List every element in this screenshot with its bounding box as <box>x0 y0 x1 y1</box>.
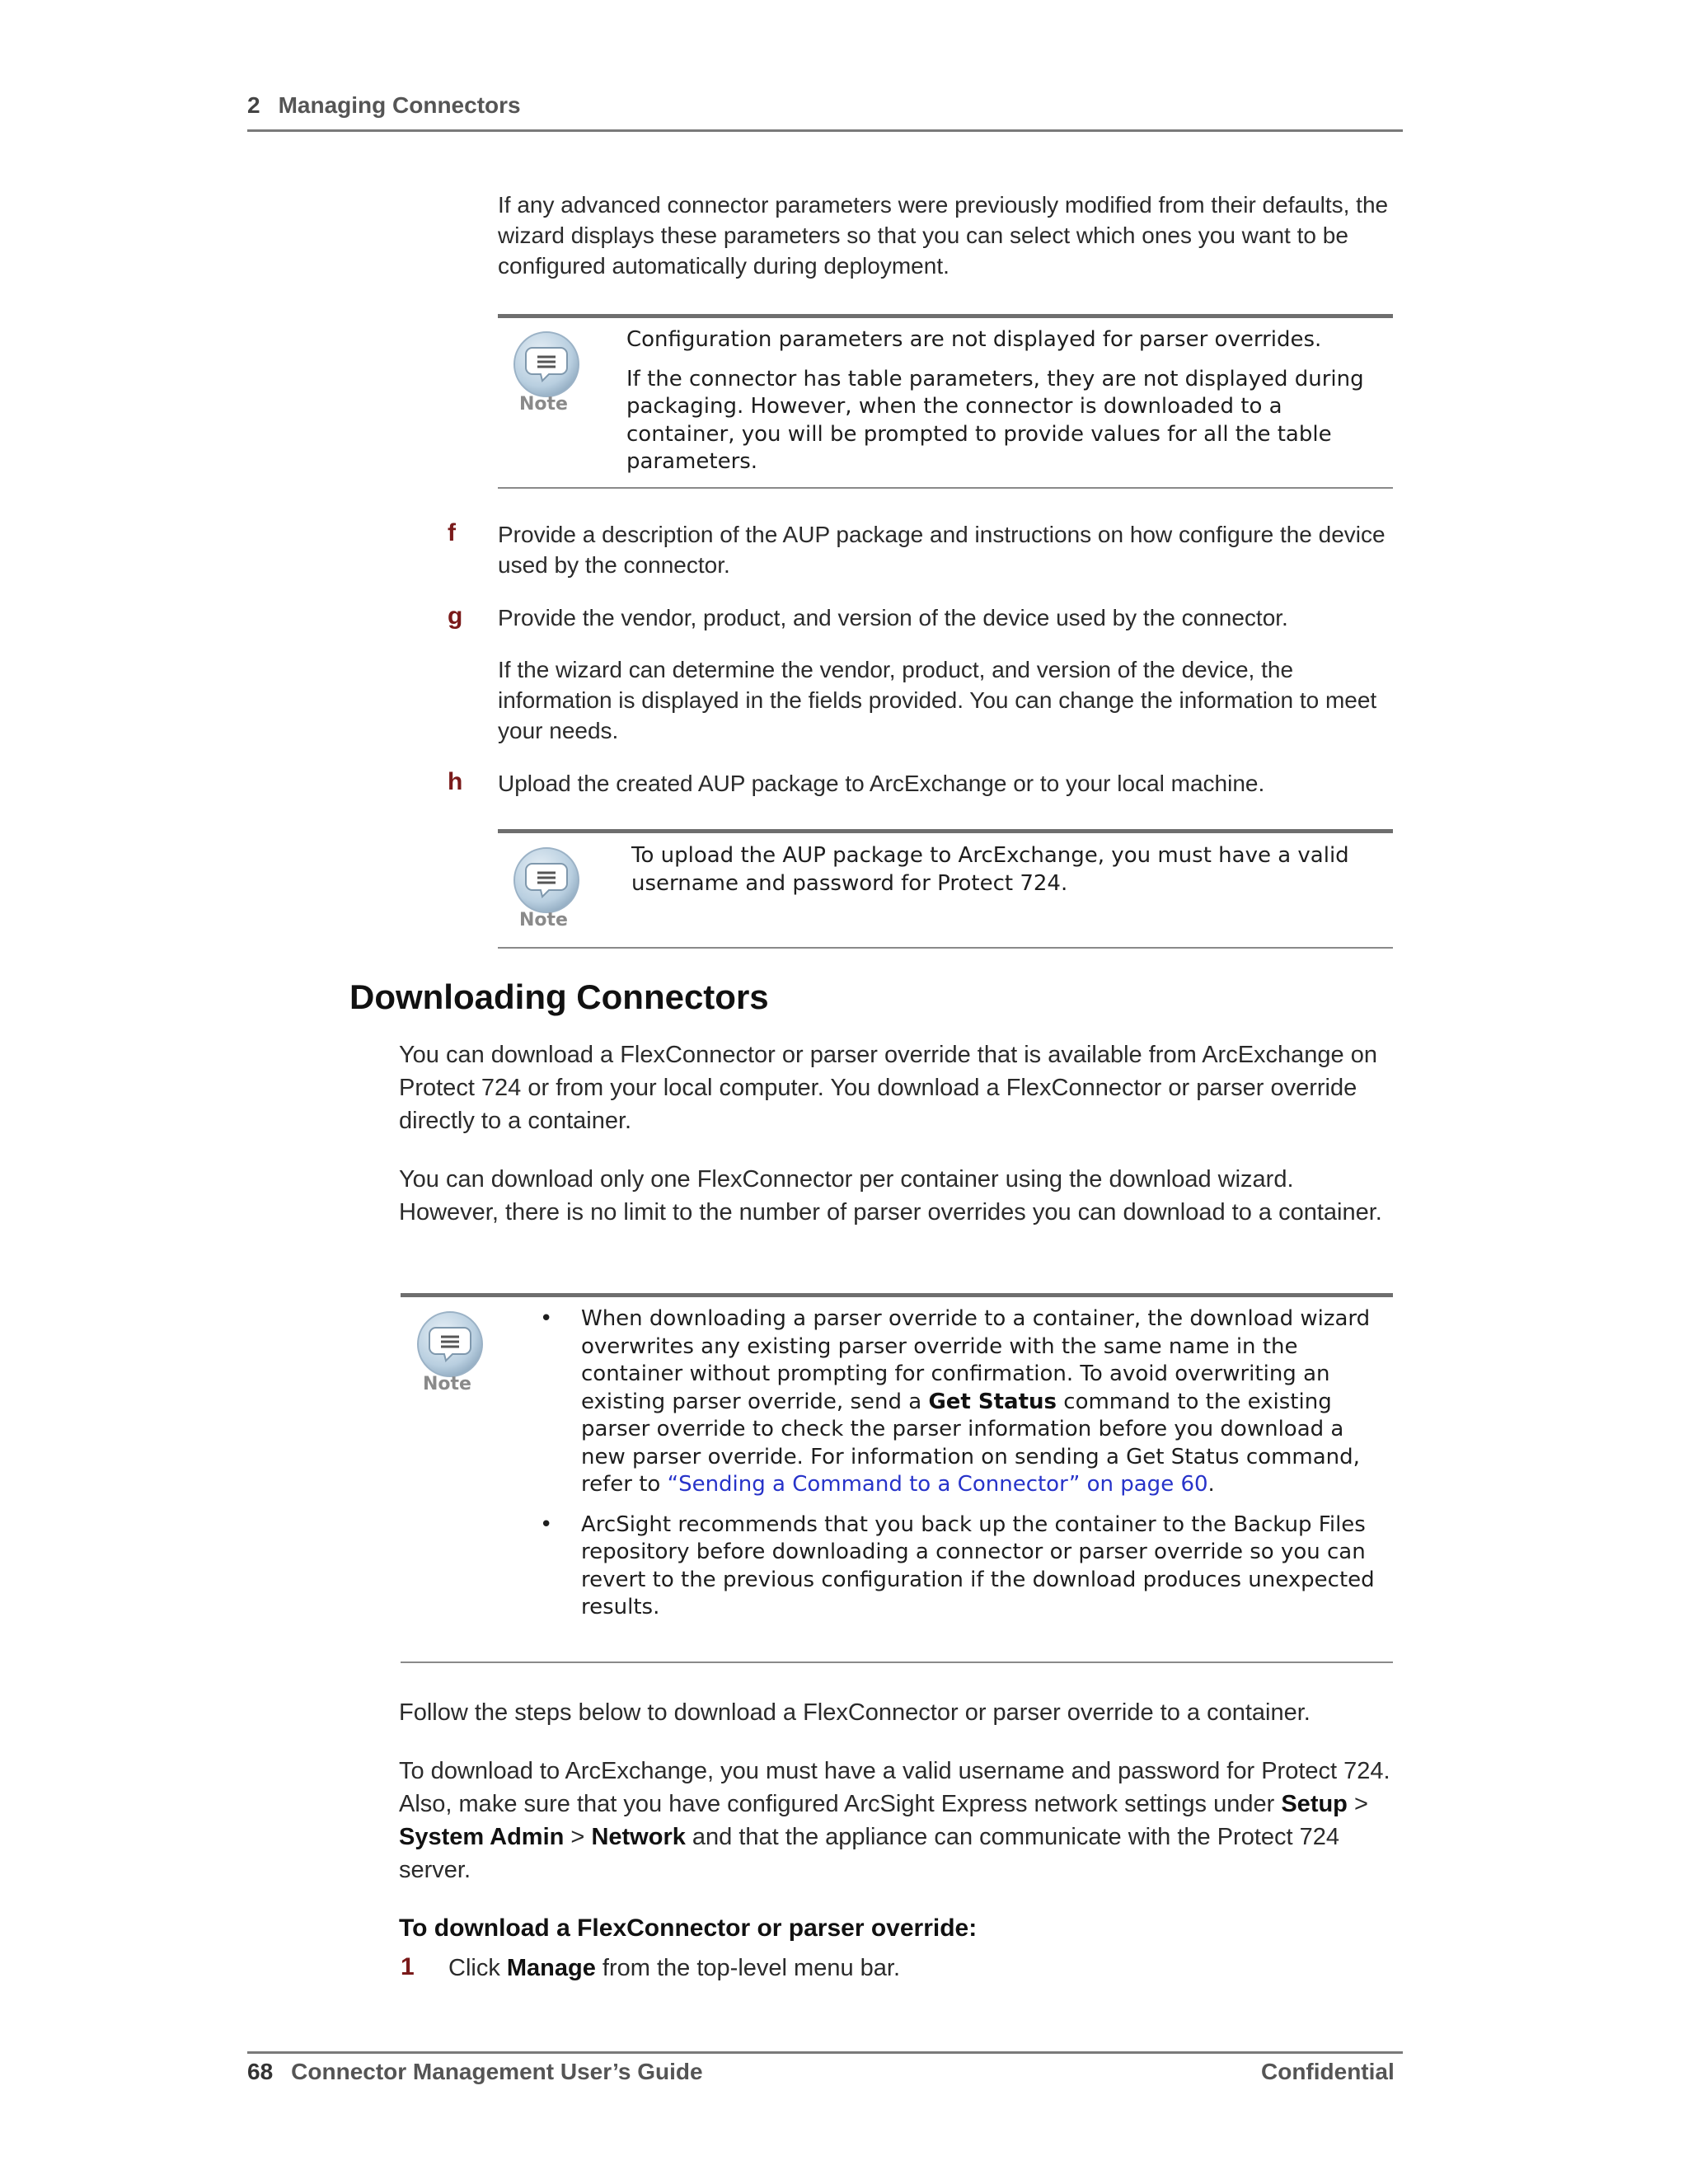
get-status-command: Get Status <box>928 1389 1057 1414</box>
step-h-text: Upload the created AUP package to ArcExchange or to your local machine. <box>498 771 1265 796</box>
note-label: Note <box>519 910 568 930</box>
step-g-text: Provide the vendor, product, and version of the device used by the connector. <box>498 605 1288 630</box>
note3-top-rule <box>401 1293 1393 1297</box>
menu-path-setup: Setup <box>1281 1791 1348 1817</box>
note1-bottom-rule <box>498 487 1393 489</box>
manage-menu-label: Manage <box>506 1955 596 1981</box>
note3-bullet-1: • When downloading a parser override to a container, the download wizard overwrites any existing parser override with the same name in the container without prompting for confirmation. To avoid overwriting an existing parser override, send a Get Status command to the existing parser override to check the parser information before you download a new parser override. For information on sending a Get Status command, refer to “Sending a Command to a Connector” on page 60. <box>540 1306 1371 1497</box>
section-paragraph-2: You can download only one FlexConnector per container using the download wizard. However, there is no limit to the number of parser overrides you can download to a container. <box>399 1166 1382 1226</box>
header-rule <box>247 129 1403 132</box>
step-letter-g: g <box>448 602 463 630</box>
step-g-detail: If the wizard can determine the vendor, product, and version of the device, the information is displayed in the fields provided. You can change the information to meet your needs. <box>498 657 1377 743</box>
footer-rule <box>247 2051 1403 2054</box>
bullet-marker: • <box>540 1511 553 1537</box>
page-number: 68 <box>247 2059 274 2084</box>
note3-bottom-rule <box>401 1661 1393 1663</box>
follow-paragraph: Follow the steps below to download a FlexConnector or parser override to a container. <box>399 1699 1311 1726</box>
running-header <box>247 92 521 119</box>
step-letter-h: h <box>448 768 463 795</box>
guide-title: Connector Management User’s Guide <box>291 2059 703 2084</box>
cross-reference-link[interactable]: “Sending a Command to a Connector” on page 60 <box>667 1472 1208 1497</box>
chapter-title: Managing Connectors <box>278 92 521 118</box>
intro-paragraph: If any advanced connector parameters were previously modified from their defaults, the wizard displays these parameters so that you can select which ones you want to be configured automatically during deployment. <box>498 192 1389 279</box>
menu-path-system-admin: System Admin <box>399 1824 565 1850</box>
section-paragraph-1: You can download a FlexConnector or parser override that is available from ArcExchange on Protect 724 or from your local computer. You download a FlexConnector or parser override directly to a container. <box>399 1042 1377 1134</box>
menu-path-network: Network <box>591 1824 686 1850</box>
procedure-step-text: Click Manage from the top-level menu bar. <box>448 1955 901 1981</box>
note-label: Note <box>519 394 568 415</box>
arcexchange-paragraph: To download to ArcExchange, you must have a valid username and password for Protect 724. Also, make sure that you have configured ArcSight Express network settings under Setup > System Admin > Network and that the appliance can communicate with the Protect 724 server. <box>399 1758 1390 1883</box>
chapter-number: 2 <box>247 92 260 118</box>
procedure-title: To download a FlexConnector or parser override: <box>399 1915 978 1942</box>
note3-text <box>540 1305 1389 1634</box>
note1-text <box>626 326 1393 488</box>
note1-line1: Configuration parameters are not displayed for parser overrides. <box>626 327 1322 352</box>
note-label: Note <box>423 1374 471 1394</box>
note1-line2: If the connector has table parameters, they are not displayed during packaging. However, when the connector is downloaded to a container, you will be prompted to provide values for all the table parameters. <box>626 366 1364 474</box>
running-footer <box>247 2059 703 2085</box>
step-f-text: Provide a description of the AUP package and instructions on how configure the device used by the connector. <box>498 522 1386 578</box>
procedure-step-number: 1 <box>401 1953 415 1980</box>
note1-top-rule <box>498 314 1393 318</box>
note2-text: To upload the AUP package to ArcExchange, you must have a valid username and password for Protect 724. <box>631 843 1349 896</box>
section-title: Downloading Connectors <box>349 977 769 1016</box>
classification-label: Confidential <box>1261 2059 1395 2084</box>
note3-bullet-list <box>540 1305 1389 1622</box>
step-letter-f: f <box>448 519 456 546</box>
bullet-marker: • <box>540 1306 553 1331</box>
note2-top-rule <box>498 829 1393 833</box>
note3-bullet-2: • ArcSight recommends that you back up the container to the Backup Files repository before downloading a connector or parser override so you can revert to the previous configuration if the download produces unexpected results. <box>540 1511 1375 1619</box>
note2-bottom-rule <box>498 947 1393 949</box>
